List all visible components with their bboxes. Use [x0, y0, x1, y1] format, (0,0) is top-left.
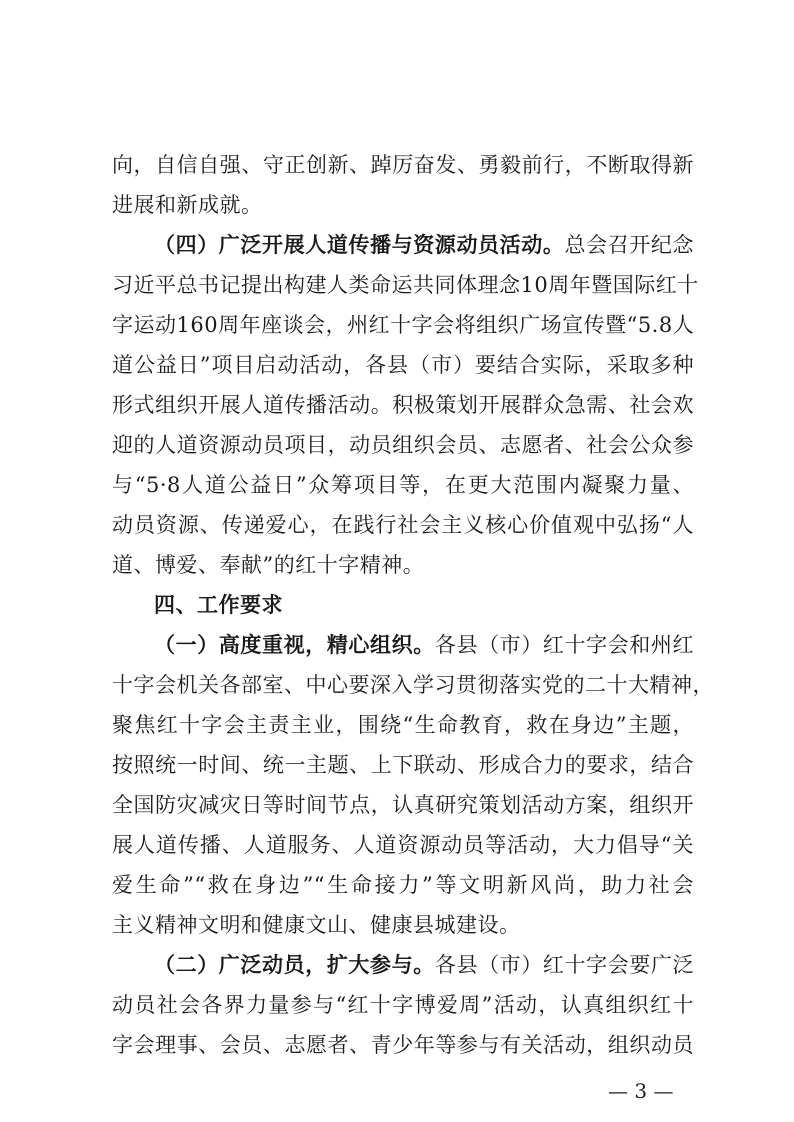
body-line: 聚焦红十字会主责主业，围绕“生命教育，救在身边”主题，	[112, 713, 694, 737]
paragraph-two-title: （二）广泛动员，扩大参与。	[154, 953, 435, 977]
body-text: 总会召开纪念	[564, 233, 695, 257]
paragraph-one-first-line	[154, 625, 694, 665]
body-line: 字运动160周年座谈会，州红十字会将组织广场宣传暨“5.8人	[112, 313, 695, 337]
body-line: 与“5·8人道公益日”众筹项目等，在更大范围内凝聚力量、	[112, 473, 694, 497]
section-heading: 四、工作要求	[154, 593, 283, 617]
body-line: 十字会机关各部室、中心要深入学习贯彻落实党的二十大精神，	[112, 673, 714, 697]
body-line: 动员社会各界力量参与“红十字博爱周”活动，认真组织红十	[112, 993, 694, 1017]
body-text: 各县（市）红十字会要广泛	[434, 953, 695, 977]
body-text: 各县（市）红十字会和州红	[434, 633, 695, 657]
body-line: 主义精神文明和健康文山、健康县城建设。	[112, 913, 521, 937]
body-line: 迎的人道资源动员项目，动员组织会员、志愿者、社会公众参	[112, 433, 694, 457]
body-line: 进展和新成就。	[112, 193, 263, 217]
body-line: 形式组织开展人道传播活动。积极策划开展群众急需、社会欢	[112, 393, 694, 417]
body-line: 道、博爱、奉献”的红十字精神。	[112, 553, 425, 577]
body-line: 展人道传播、人道服务、人道资源动员等活动，大力倡导“关	[112, 833, 694, 857]
body-line: 全国防灾减灾日等时间节点，认真研究策划活动方案，组织开	[112, 793, 694, 817]
body-line: 道公益日”项目启动活动，各县（市）要结合实际，采取多种	[112, 353, 694, 377]
paragraph-one-title: （一）高度重视，精心组织。	[154, 633, 435, 657]
page-number: — 3 —	[608, 1079, 674, 1103]
paragraph-four-title: （四）广泛开展人道传播与资源动员活动。	[154, 233, 565, 257]
paragraph-two-first-line	[154, 945, 694, 985]
body-line: 爱生命”“救在身边”“生命接力”等文明新风尚，助力社会	[112, 873, 694, 897]
body-line: 按照统一时间、统一主题、上下联动、形成合力的要求，结合	[112, 753, 694, 777]
body-line: 向，自信自强、守正创新、踔厉奋发、勇毅前行，不断取得新	[112, 153, 694, 177]
body-line: 字会理事、会员、志愿者、青少年等参与有关活动，组织动员	[112, 1033, 694, 1057]
body-line: 习近平总书记提出构建人类命运共同体理念10周年暨国际红十	[112, 273, 699, 297]
body-line: 动员资源、传递爱心，在践行社会主义核心价值观中弘扬“人	[112, 513, 694, 537]
paragraph-four-first-line	[154, 225, 694, 265]
